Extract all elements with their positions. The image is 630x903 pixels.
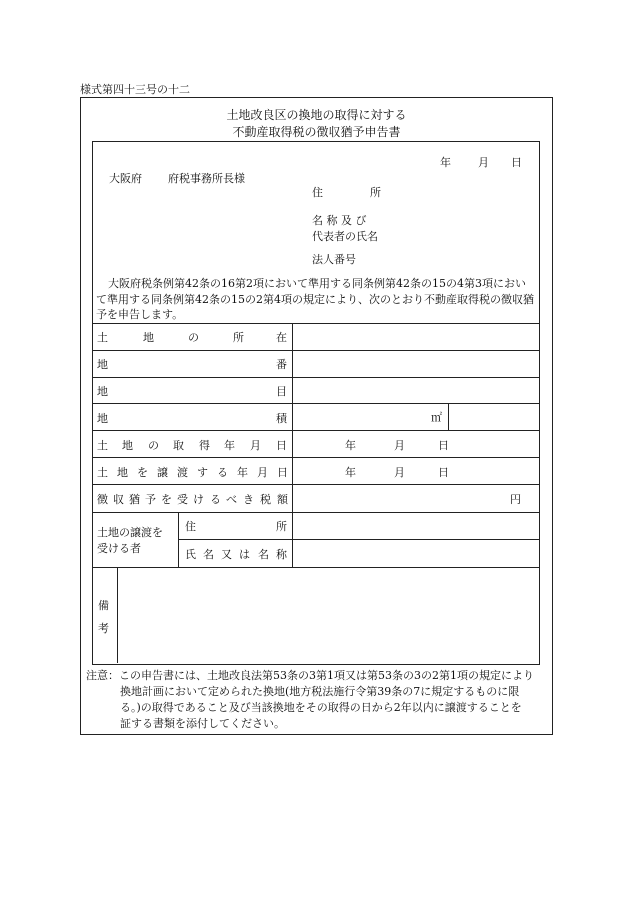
- label-char: 譲: [157, 466, 168, 479]
- label-char: 在: [276, 331, 287, 344]
- value-char: 年: [345, 439, 356, 452]
- label-char: 年: [237, 466, 248, 479]
- label-char: 猶: [129, 493, 140, 506]
- label-char: 備: [98, 599, 109, 612]
- note-line-1: 注意：この申告書には、土地改良法第53条の3第1項又は第53条の3の2第1項の規定により: [86, 669, 534, 682]
- label-char: 住: [185, 520, 196, 533]
- label-char: 地: [117, 466, 128, 479]
- label-char: 渡: [177, 466, 188, 479]
- label-char: 目: [276, 385, 287, 398]
- label-char: 土: [97, 331, 108, 344]
- label-char: 徴: [97, 493, 108, 506]
- applicant-address-label-1: 住: [312, 186, 323, 199]
- declaration-text: 大阪府税条例第42条の16第2項において準用する同条例第42条の15の4第3項において準用する同条例第42条の15の2第4項の規定により、次のとおり不動産取得税の徴収猶予を申告します。: [96, 277, 534, 321]
- label-char: 考: [98, 622, 109, 635]
- form-number: 様式第四十三号の十二: [80, 83, 190, 96]
- label-char: の: [188, 331, 199, 344]
- addressee-office: 府税事務所長様: [168, 172, 245, 185]
- date-year-label: 年: [440, 156, 451, 169]
- note-line-3: る。)の取得であること及び当該換地をその取得の日から2年以内に譲渡することを: [120, 701, 522, 714]
- label-char: 月: [257, 466, 268, 479]
- label-char: 所: [276, 520, 287, 533]
- label-char: る: [217, 466, 228, 479]
- transferee-label-line2: 受ける者: [97, 542, 141, 555]
- date-month-label: 月: [478, 156, 489, 169]
- value-char: 日: [438, 466, 449, 479]
- note-line-4: 証する書類を添付してください。: [120, 717, 285, 730]
- label-char: 地: [97, 358, 108, 371]
- label-char: を: [137, 466, 148, 479]
- label-char: 日: [277, 466, 288, 479]
- addressee-prefecture: 大阪府: [109, 172, 142, 185]
- label-char: は: [239, 548, 250, 561]
- label-char: べ: [226, 493, 237, 506]
- corporate-number-label: 法人番号: [312, 253, 356, 266]
- label-char: 年: [224, 439, 235, 452]
- label-char: 氏: [185, 548, 196, 561]
- value-char: 年: [345, 466, 356, 479]
- label-char: 日: [276, 439, 287, 452]
- note-block: [86, 668, 548, 732]
- value-char: 月: [394, 439, 405, 452]
- label-char: 名: [258, 548, 269, 561]
- date-day-label: 日: [511, 156, 522, 169]
- note-line-2: 換地計画において定められた換地(地方税法施行令第39条の7に規定するものに限: [120, 685, 520, 698]
- label-char: 得: [199, 439, 210, 452]
- label-char: 番: [276, 358, 287, 371]
- value-char: 月: [394, 466, 405, 479]
- label-char: の: [148, 439, 159, 452]
- label-char: 名: [203, 548, 214, 561]
- label-char: 税: [260, 493, 271, 506]
- label-char: す: [197, 466, 208, 479]
- value-char: 日: [438, 439, 449, 452]
- label-char: け: [193, 493, 204, 506]
- label-char: 土: [97, 466, 108, 479]
- label-char: 地: [97, 412, 108, 425]
- label-char: 地: [143, 331, 154, 344]
- label-char: を: [161, 493, 172, 506]
- label-char: 取: [173, 439, 184, 452]
- area-unit: ㎡: [431, 411, 442, 424]
- form-title-line2: 不動産取得税の徴収猶予申告書: [232, 125, 401, 139]
- applicant-name-label: 名 称 及 び: [312, 214, 367, 227]
- label-char: 受: [177, 493, 188, 506]
- label-char: 称: [276, 548, 287, 561]
- label-char: 予: [145, 493, 156, 506]
- label-char: 額: [277, 493, 288, 506]
- label-char: 月: [250, 439, 261, 452]
- label-char: き: [243, 493, 254, 506]
- label-char: 積: [276, 412, 287, 425]
- label-char: 又: [221, 548, 232, 561]
- transferee-label-line1: 土地の譲渡を: [97, 526, 163, 539]
- label-char: 収: [113, 493, 124, 506]
- label-char: る: [210, 493, 221, 506]
- yen-unit: 円: [510, 493, 521, 506]
- applicant-address-label-2: 所: [370, 186, 381, 199]
- label-char: 地: [97, 385, 108, 398]
- form-title-line1: 土地改良区の換地の取得に対する: [226, 108, 407, 122]
- applicant-rep-label: 代表者の氏名: [312, 230, 378, 243]
- label-char: 土: [97, 439, 108, 452]
- label-char: 地: [122, 439, 133, 452]
- label-char: 所: [233, 331, 244, 344]
